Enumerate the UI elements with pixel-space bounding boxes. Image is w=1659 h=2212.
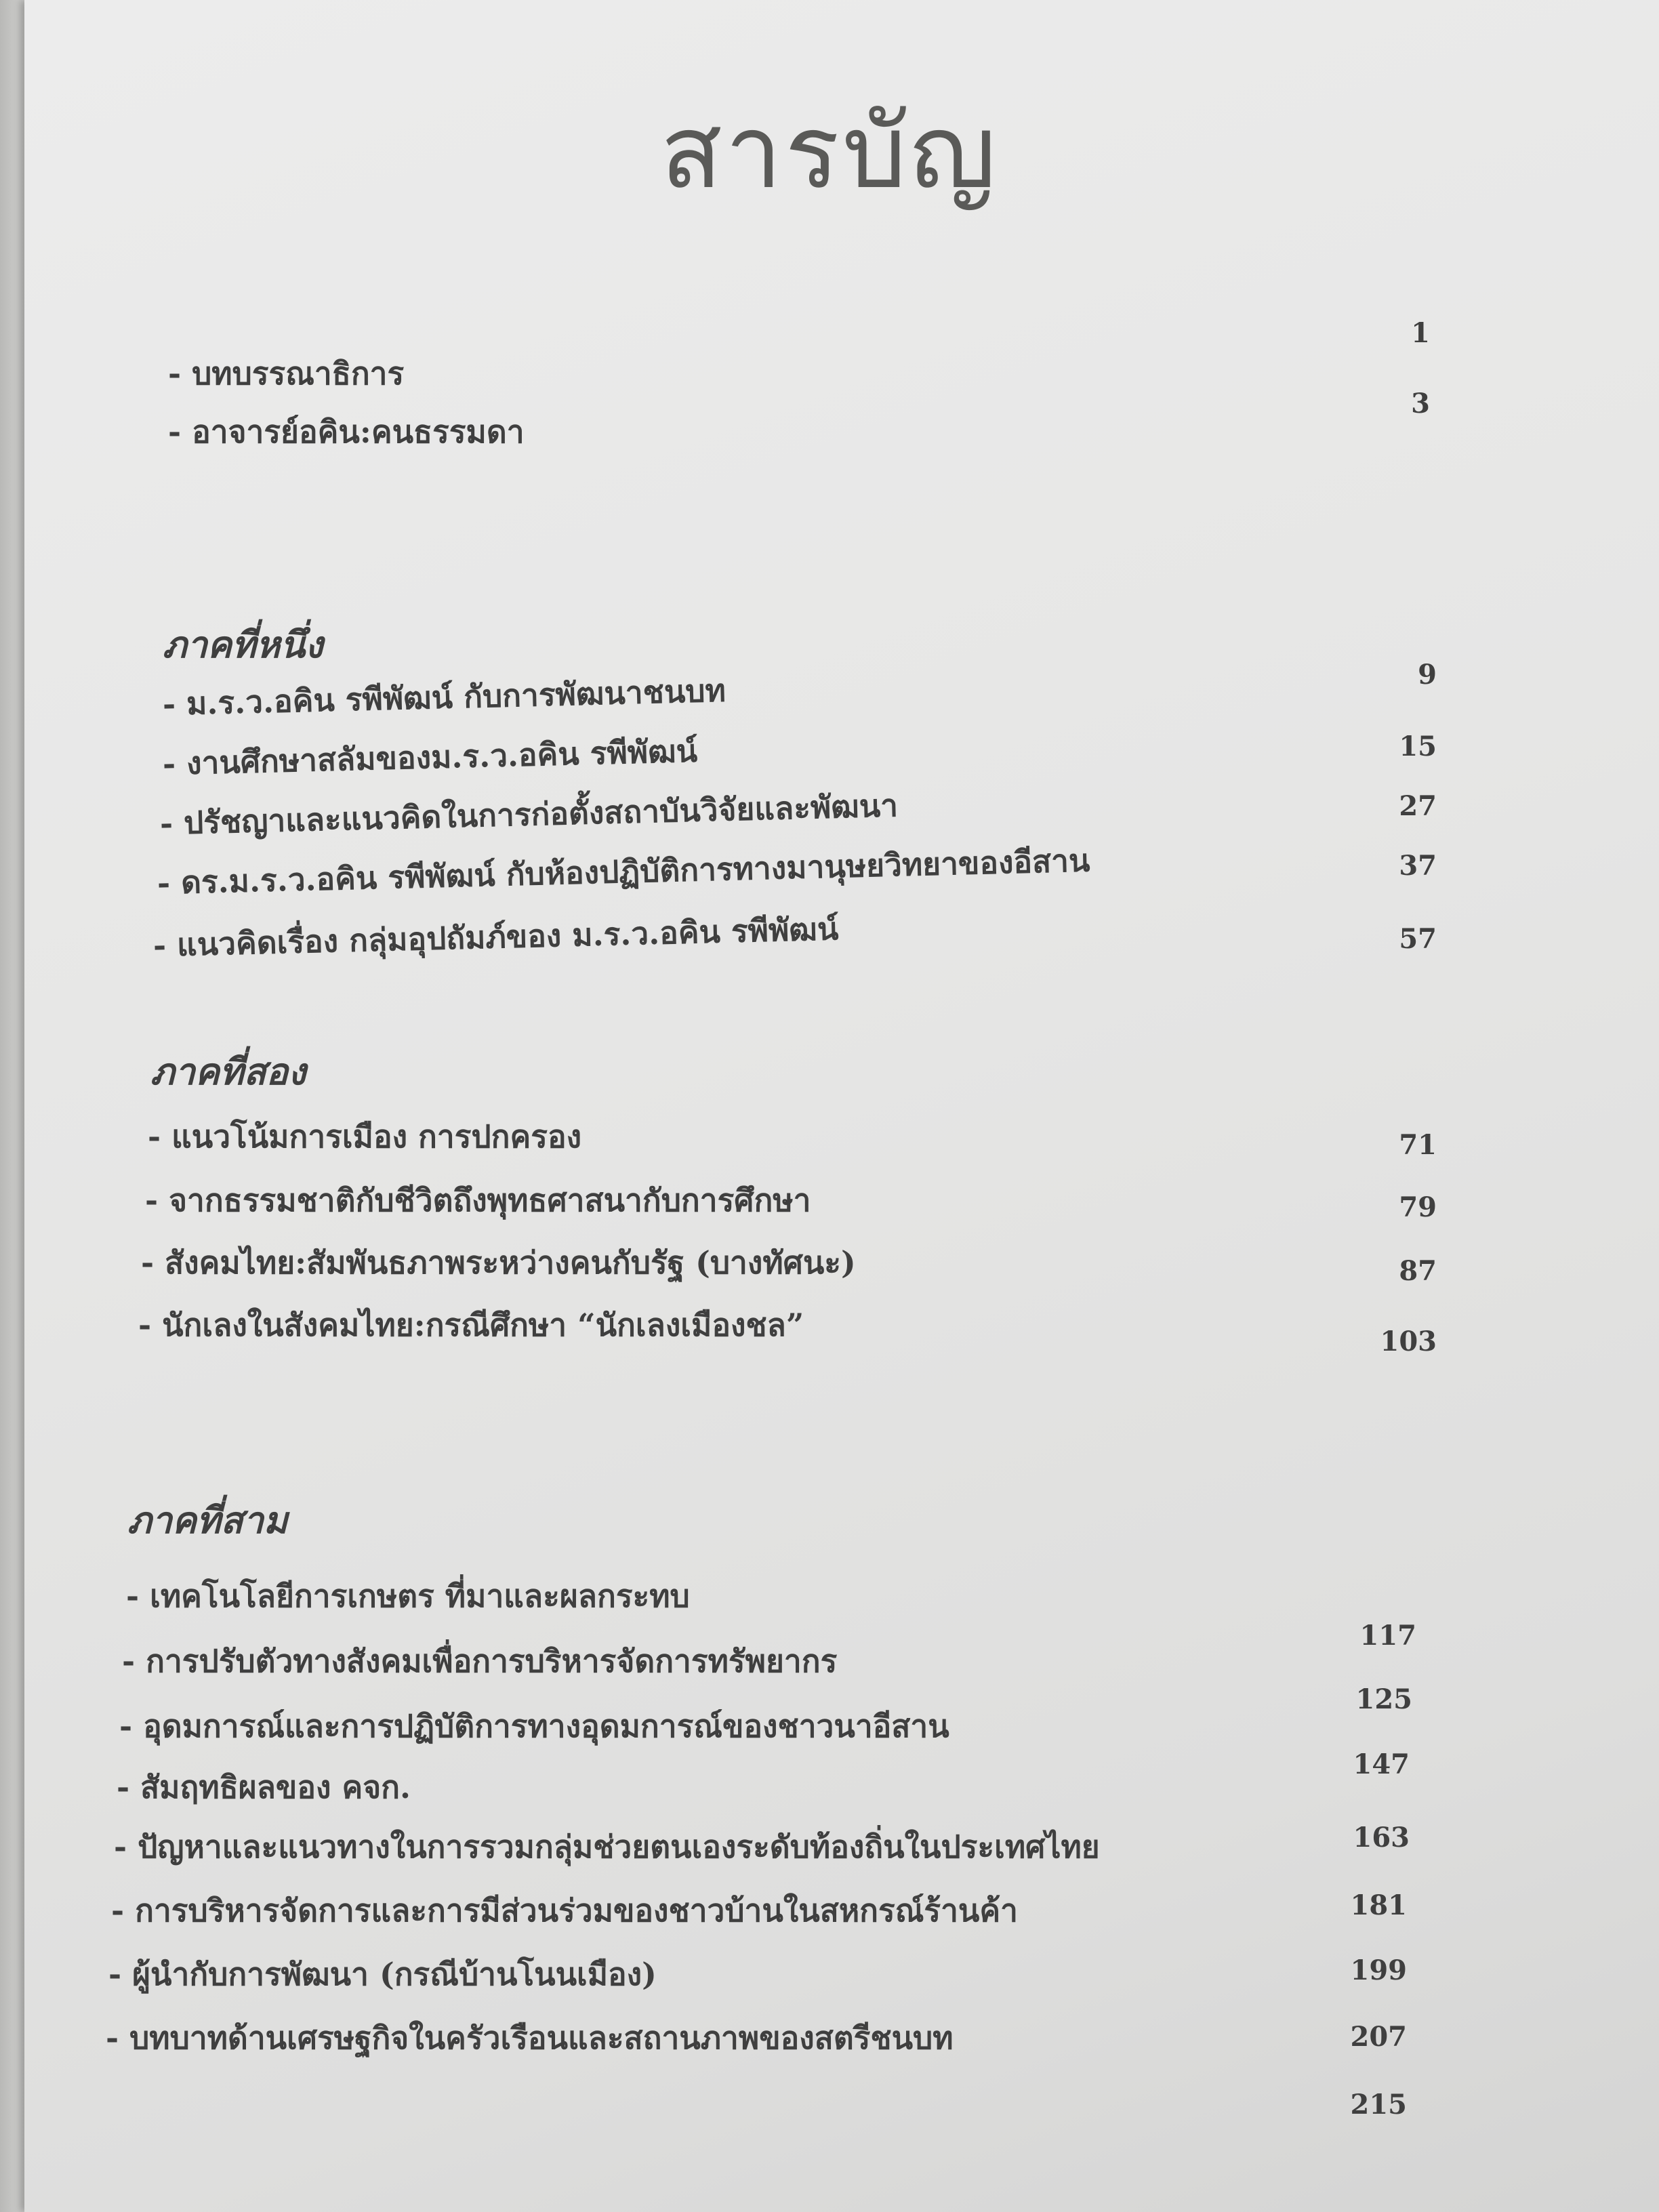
toc-page: 103 (1380, 1326, 1437, 1357)
toc-entry: - จากธรรมชาติกับชีวิตถึงพุทธศาสนากับการศึกษา (145, 1182, 811, 1218)
toc-page: 15 (1399, 731, 1437, 762)
toc-entry: - ผู้นำกับการพัฒนา (กรณีบ้านโนนเมือง) (108, 1956, 657, 1992)
toc-page: 79 (1399, 1191, 1437, 1223)
toc-entry: - อุดมการณ์และการปฏิบัติการทางอุดมการณ์ของชาวนาอีสาน (119, 1708, 949, 1744)
toc-page: 207 (1350, 2021, 1407, 2053)
toc-page: 71 (1399, 1129, 1437, 1161)
toc-entry: - เทคโนโลยีการเกษตร ที่มาและผลกระทบ (126, 1578, 690, 1614)
toc-entry: - ปัญหาและแนวทางในการรวมกลุ่มช่วยตนเองระดับท้องถิ่นในประเทศไทย (114, 1828, 1100, 1865)
part3-heading: ภาคที่สาม (127, 1498, 288, 1542)
toc-page: 215 (1350, 2089, 1407, 2121)
toc-page: 27 (1399, 790, 1437, 822)
toc-page-tribute: 3 (1411, 388, 1430, 419)
toc-page: 147 (1353, 1748, 1410, 1780)
toc-entry: - แนวคิดเรื่อง กลุ่มอุปถัมภ์ของ ม.ร.ว.อคิน รพีพัฒน์ (152, 910, 839, 964)
toc-page: 163 (1353, 1822, 1410, 1853)
toc-page: 125 (1355, 1683, 1412, 1715)
toc-page: 199 (1350, 1954, 1407, 1986)
toc-entry: - นักเลงในสังคมไทย:กรณีศึกษา “นักเลงเมืองชล” (138, 1307, 804, 1343)
toc-entry: - งานศึกษาสลัมของม.ร.ว.อคิน รพีพัฒน์ (162, 732, 698, 782)
toc-entry: - แนวโน้มการเมือง การปกครอง (148, 1118, 582, 1155)
toc-entry-editorial: - บทบรรณาธิการ (168, 355, 405, 392)
toc-entry: - สัมฤทธิผลของ คจก. (117, 1769, 411, 1805)
toc-page: 9 (1418, 659, 1437, 691)
toc-entry: - สังคมไทย:สัมพันธภาพระหว่างคนกับรัฐ (บางทัศนะ) (141, 1244, 856, 1281)
toc-page: 57 (1399, 923, 1437, 955)
book-spine-shadow (0, 0, 24, 2212)
toc-entry: - ปรัชญาและแนวคิดในการก่อตั้งสถาบันวิจัยและพัฒนา (159, 787, 899, 842)
toc-entry: - การบริหารจัดการและการมีส่วนร่วมของชาวบ้านในสหกรณ์ร้านค้า (111, 1892, 1018, 1929)
toc-entry: - การปรับตัวทางสังคมเพื่อการบริหารจัดการทรัพยากร (122, 1643, 838, 1679)
toc-page: 181 (1350, 1889, 1407, 1921)
toc-page: 87 (1399, 1255, 1437, 1287)
toc-page: 37 (1399, 850, 1437, 882)
toc-entry-tribute: - อาจารย์อคิน:คนธรรมดา (168, 413, 525, 450)
toc-entry: - ดร.ม.ร.ว.อคิน รพีพัฒน์ กับห้องปฏิบัติการทางมานุษยวิทยาของอีสาน (157, 842, 1091, 901)
part2-heading: ภาคที่สอง (150, 1050, 306, 1093)
toc-entry: - บทบาทด้านเศรษฐกิจในครัวเรือนและสถานภาพของสตรีชนบท (106, 2020, 954, 2056)
part1-heading: ภาคที่หนึ่ง (163, 623, 323, 666)
page-title: สารบัญ (660, 94, 999, 211)
toc-entry: - ม.ร.ว.อคิน รพีพัฒน์ กับการพัฒนาชนบท (162, 672, 726, 722)
toc-page: 117 (1359, 1620, 1416, 1652)
toc-page-editorial: 1 (1411, 317, 1430, 349)
